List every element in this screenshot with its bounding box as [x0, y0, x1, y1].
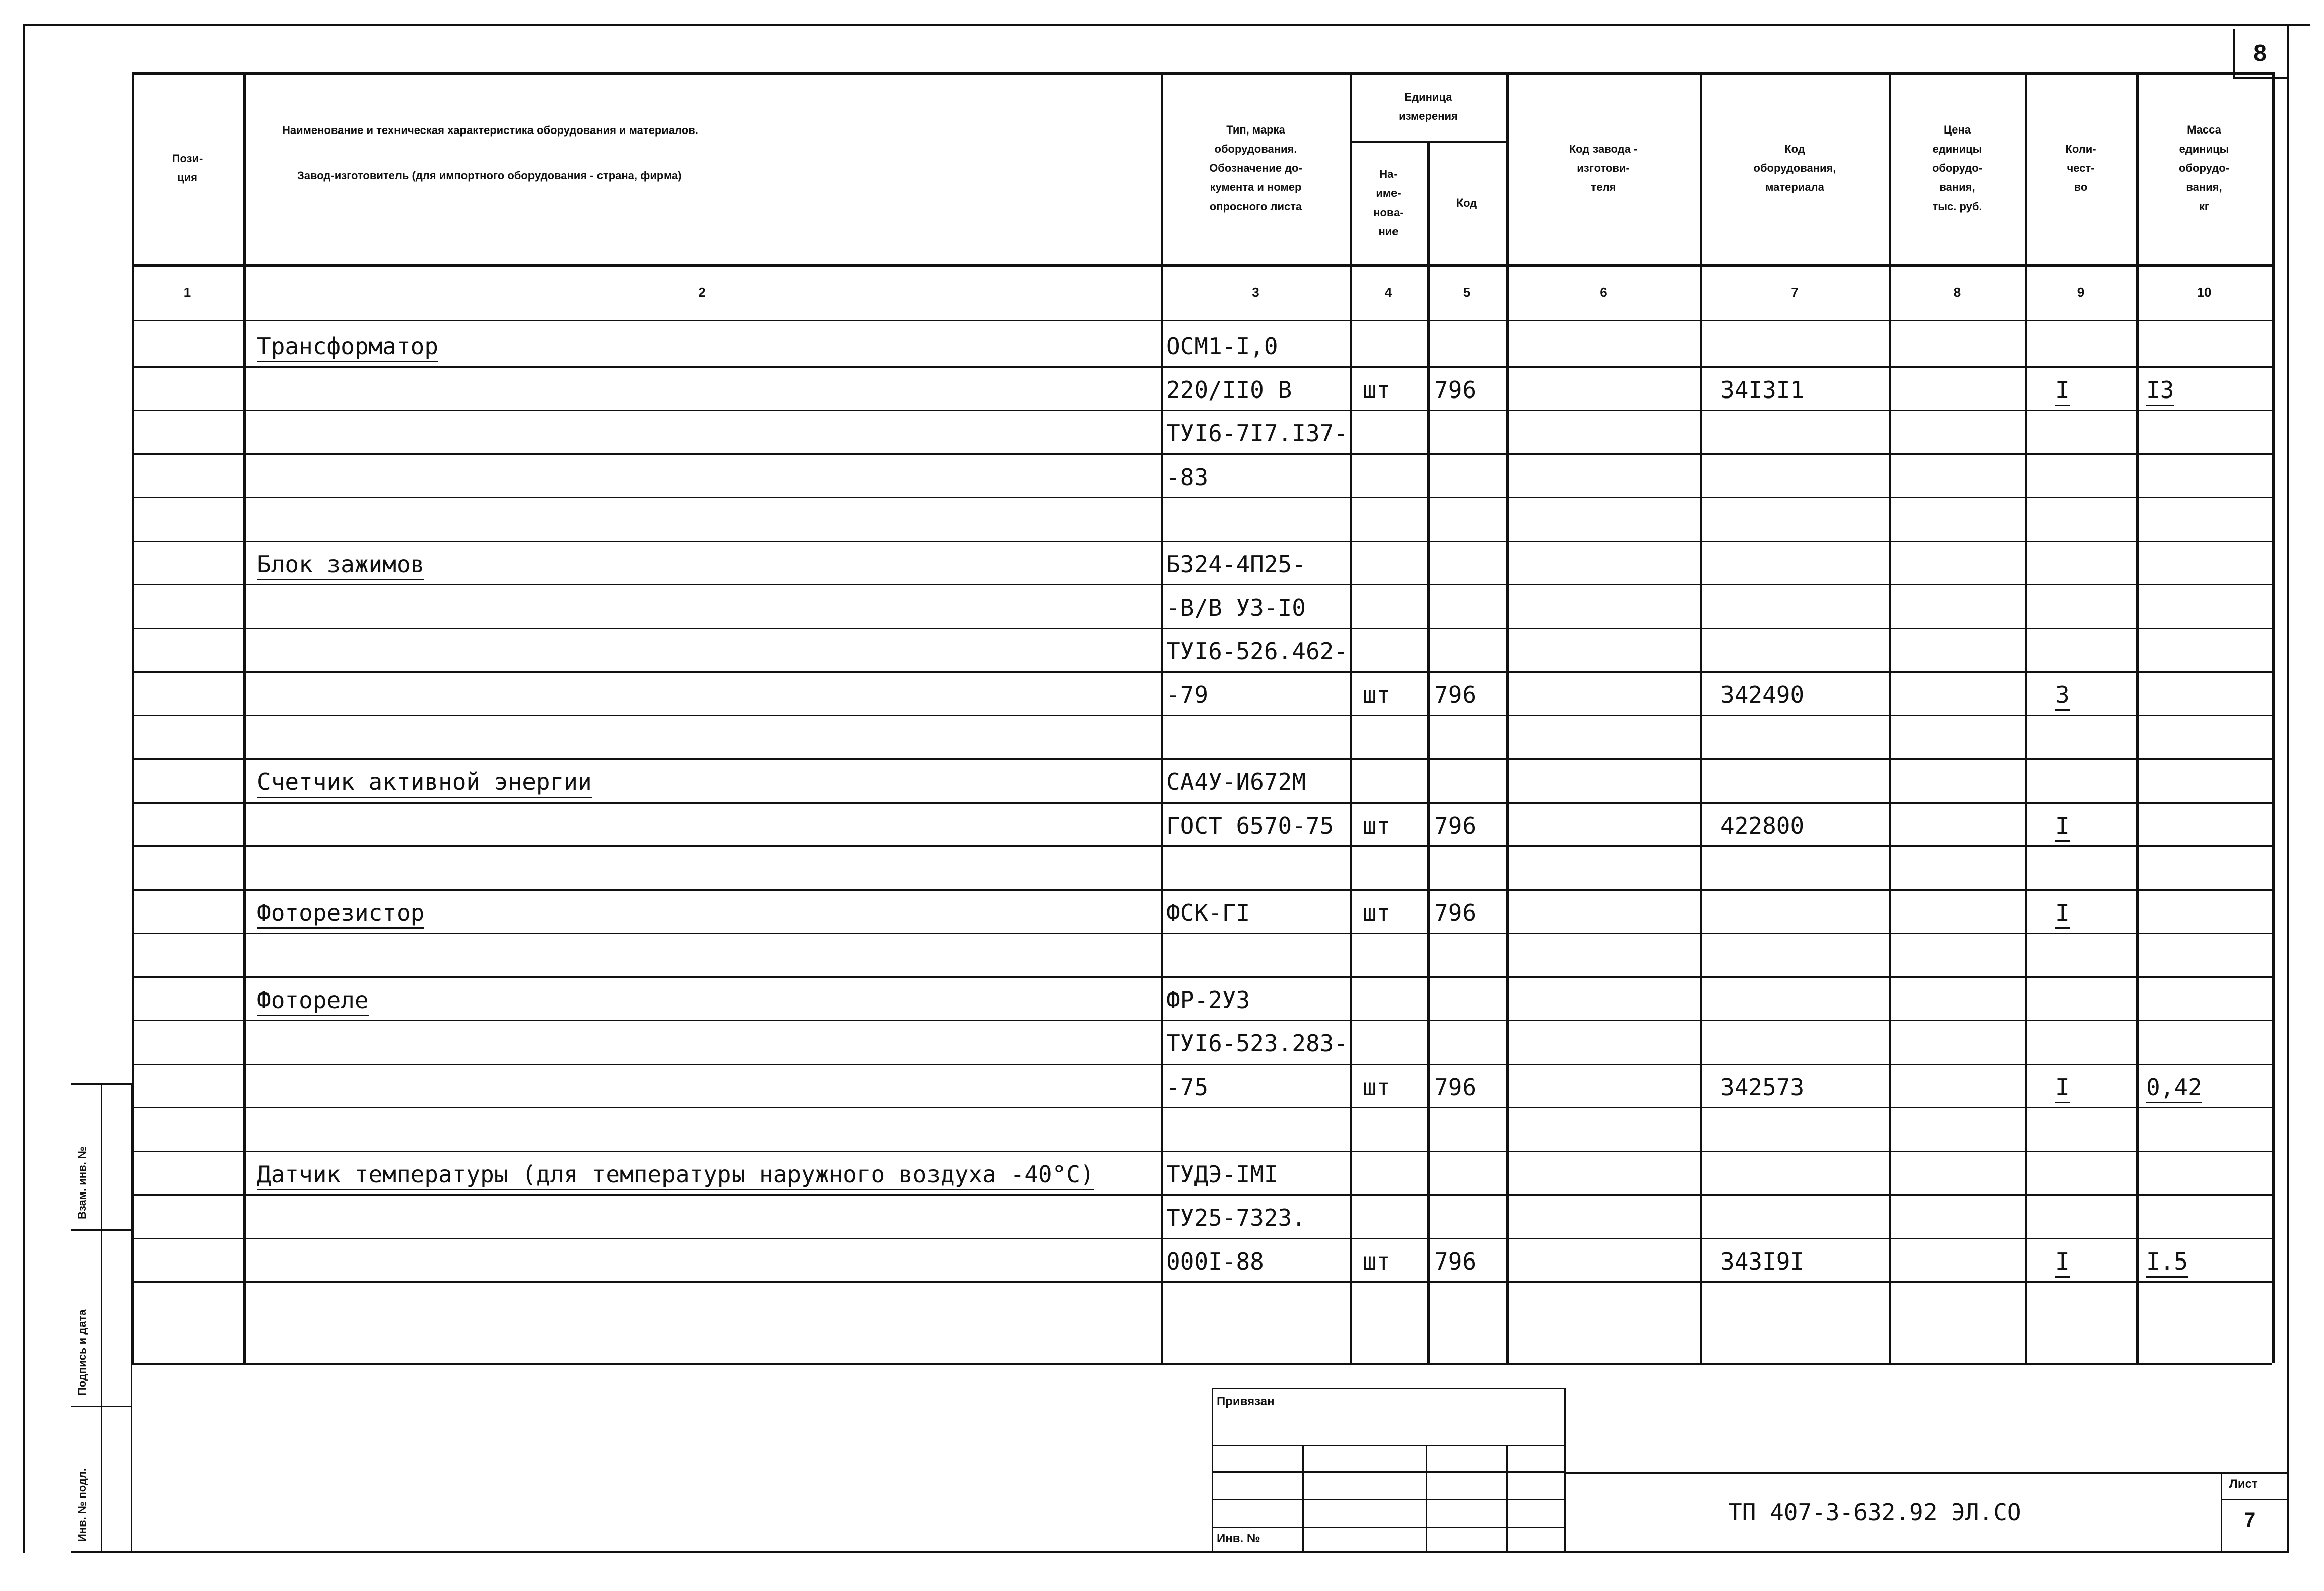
row-line	[132, 845, 2272, 847]
stamp-line	[1212, 1499, 1564, 1500]
header-name-line2: Завод-изготовитель (для импортного оборудования - страна, фирма)	[297, 169, 682, 182]
item-type: -75	[1166, 1074, 1209, 1101]
header-position: Пози- ция	[172, 152, 203, 184]
item-name: Датчик температуры (для температуры наружного воздуха -40°С)	[257, 1160, 1094, 1190]
item-unit: шт	[1363, 681, 1391, 708]
side-label-replace-inv: Взам. инв. №	[76, 1146, 88, 1219]
stamp-line	[1212, 1471, 1564, 1473]
row-line	[132, 628, 2272, 629]
privyazan-label: Привязан	[1217, 1395, 1275, 1408]
column-number: 4	[1384, 284, 1392, 300]
row-line	[132, 671, 2272, 673]
item-type: ГОСТ 6570-75	[1166, 812, 1334, 839]
item-unit-code: 796	[1434, 812, 1477, 839]
table-bottom-line	[132, 1363, 2272, 1365]
item-name: Счетчик активной энергии	[257, 767, 592, 798]
item-unit: шт	[1363, 376, 1391, 404]
column-number: 2	[698, 284, 706, 300]
item-unit: шт	[1363, 1074, 1391, 1101]
row-line	[132, 758, 2272, 760]
item-mass: I.5	[2146, 1247, 2188, 1278]
item-name: Фоторезистор	[257, 898, 424, 929]
column-divider	[2136, 72, 2139, 1363]
item-equipment-code: 422800	[1720, 812, 1805, 839]
item-quantity: I	[2055, 375, 2070, 406]
header-name-line1: Наименование и техническая характеристика оборудования и материалов.	[282, 124, 698, 137]
row-line	[132, 1238, 2272, 1239]
column-divider	[2025, 72, 2027, 1363]
row-line	[132, 715, 2272, 716]
row-line	[132, 976, 2272, 978]
column-divider	[1350, 72, 1352, 1363]
stamp-line	[2221, 1499, 2287, 1500]
header-equipment-code: Код оборудования, материала	[1753, 143, 1836, 193]
document-code: ТП 407-3-632.92 ЭЛ.СО	[1728, 1499, 2021, 1526]
frame-top	[23, 24, 2310, 26]
item-equipment-code: 342490	[1720, 681, 1805, 708]
item-name: Блок зажимов	[257, 550, 424, 580]
item-quantity: I	[2055, 1073, 2070, 1103]
item-type: 000I-88	[1166, 1248, 1264, 1275]
item-mass: I3	[2146, 375, 2174, 406]
header-unit-code: Код	[1456, 196, 1477, 209]
frame-left	[23, 24, 25, 1553]
item-quantity: I	[2055, 1247, 2070, 1278]
item-type: СА4У-И672М	[1166, 768, 1306, 796]
stamp-vline	[1506, 1445, 1508, 1552]
frame-bottom	[71, 1551, 2287, 1553]
stamp-line	[1212, 1388, 1564, 1389]
column-number: 6	[1600, 284, 1607, 300]
column-number: 9	[2077, 284, 2085, 300]
row-line	[132, 1107, 2272, 1108]
column-divider	[1427, 141, 1430, 1363]
side-label-signature-date: Подпись и дата	[76, 1309, 88, 1396]
item-type: ТУДЭ-IМI	[1166, 1161, 1278, 1188]
row-line	[132, 497, 2272, 498]
list-number: 7	[2244, 1509, 2256, 1531]
item-type: 220/II0 В	[1166, 376, 1292, 404]
stamp-vline	[1426, 1445, 1427, 1552]
item-quantity: I	[2055, 811, 2070, 842]
item-type: ФСК-ГI	[1166, 899, 1250, 926]
item-equipment-code: 34I3I1	[1720, 376, 1805, 404]
stamp-line	[1564, 1472, 2287, 1474]
item-type: -79	[1166, 681, 1209, 708]
column-number: 5	[1463, 284, 1471, 300]
item-unit: шт	[1363, 899, 1391, 926]
row-line	[132, 1064, 2272, 1065]
column-number: 8	[1953, 284, 1961, 300]
header-mass: Масса единицы оборудо- вания, кг	[2178, 123, 2230, 213]
column-number: 1	[183, 284, 191, 300]
item-quantity: I	[2055, 898, 2070, 929]
item-mass: 0,42	[2146, 1073, 2202, 1103]
column-number: 10	[2197, 284, 2212, 300]
item-unit-code: 796	[1434, 899, 1477, 926]
row-line	[132, 1020, 2272, 1021]
item-equipment-code: 342573	[1720, 1074, 1805, 1101]
header-quantity: Коли- чест- во	[2065, 143, 2096, 193]
item-equipment-code: 343I9I	[1720, 1248, 1805, 1275]
colnum-bottom-line	[132, 320, 2272, 321]
header-price: Цена единицы оборудо- вания, тыс. руб.	[1932, 123, 1983, 213]
item-name: Трансформатор	[257, 332, 438, 362]
item-unit-code: 796	[1434, 376, 1477, 404]
inv-no-label: Инв. №	[1217, 1532, 1260, 1545]
column-divider	[1506, 72, 1509, 1363]
item-unit: шт	[1363, 1248, 1391, 1275]
item-type: ТУI6-526.462-	[1166, 638, 1348, 665]
item-type: ТУ25-7323.	[1166, 1204, 1306, 1231]
frame-right	[2287, 24, 2289, 1553]
stamp-vline	[2221, 1472, 2222, 1552]
header-type: Тип, марка оборудования. Обозначение до- кумента и номер опросного листа	[1209, 123, 1302, 213]
row-line	[132, 453, 2272, 455]
header-factory-code: Код завода - изготови- теля	[1569, 143, 1638, 193]
row-line	[132, 366, 2272, 368]
item-type: ТУI6-7I7.I37-	[1166, 420, 1348, 447]
side-divider	[101, 1083, 102, 1552]
item-type: -83	[1166, 463, 1209, 491]
row-line	[132, 1281, 2272, 1283]
item-type: -В/В У3-I0	[1166, 594, 1306, 621]
row-line	[132, 584, 2272, 585]
column-divider	[1889, 72, 1891, 1363]
column-divider	[243, 72, 246, 1363]
header-unit-name: На- име- нова- ние	[1373, 167, 1404, 238]
column-divider	[1700, 72, 1702, 1363]
item-unit-code: 796	[1434, 681, 1477, 708]
item-type: ФР-2У3	[1166, 986, 1250, 1014]
stamp-vline	[1302, 1445, 1304, 1552]
list-label: Лист	[2229, 1477, 2258, 1491]
row-line	[132, 1151, 2272, 1152]
column-number: 7	[1791, 284, 1799, 300]
stamp-vline	[1212, 1388, 1213, 1552]
stamp-vline	[1564, 1388, 1566, 1552]
stamp-line	[1212, 1445, 1564, 1446]
item-quantity: 3	[2055, 680, 2070, 711]
header-unit-group: Единица измерения	[1399, 90, 1458, 122]
row-line	[132, 802, 2272, 804]
item-name: Фотореле	[257, 985, 369, 1016]
item-type: ТУI6-523.283-	[1166, 1030, 1348, 1057]
row-line	[132, 1194, 2272, 1196]
sheet-number: 8	[2253, 40, 2267, 66]
side-label-inv-orig: Инв. № подл.	[76, 1468, 88, 1542]
item-unit-code: 796	[1434, 1248, 1477, 1275]
row-line	[132, 933, 2272, 934]
item-type: ОСМ1-I,0	[1166, 333, 1278, 360]
column-divider	[2272, 72, 2275, 1363]
column-number: 3	[1252, 284, 1259, 300]
item-unit-code: 796	[1434, 1074, 1477, 1101]
row-line	[132, 889, 2272, 891]
row-line	[132, 541, 2272, 542]
header-bottom-line	[132, 264, 2272, 267]
row-line	[132, 410, 2272, 411]
stamp-line	[1212, 1527, 1564, 1528]
item-unit: шт	[1363, 812, 1391, 839]
item-type: Б324-4П25-	[1166, 551, 1306, 578]
column-divider	[1161, 72, 1163, 1363]
